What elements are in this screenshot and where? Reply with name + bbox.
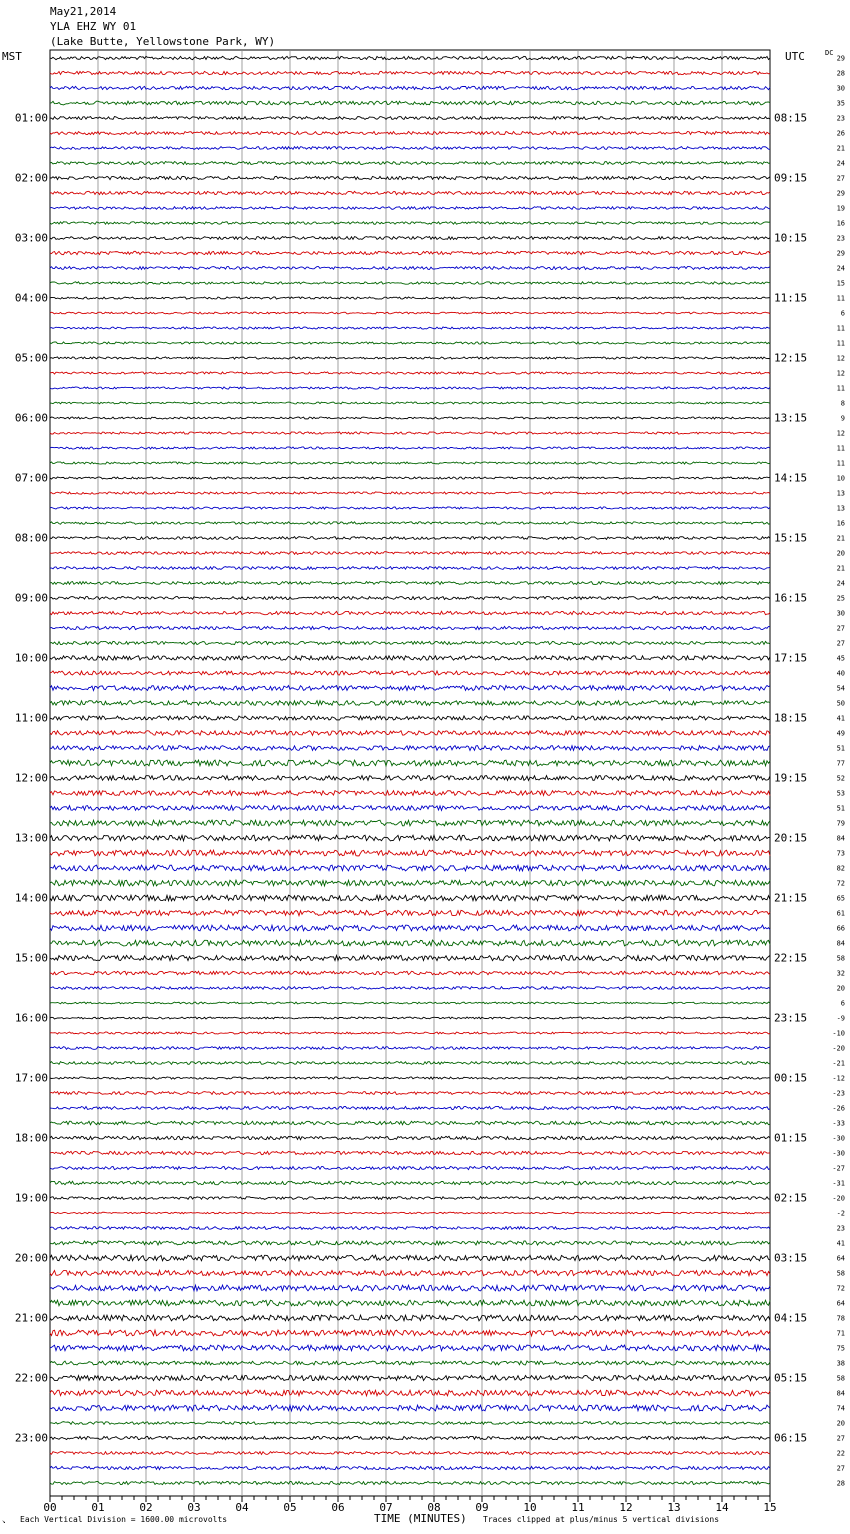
utc-hour-label: 02:15 — [774, 1191, 808, 1205]
dc-offset-value: -20 — [832, 1194, 845, 1203]
trace-line — [50, 895, 770, 901]
trace-line — [50, 656, 770, 660]
dc-offset-value: 28 — [836, 69, 845, 78]
trace-line — [50, 716, 770, 720]
utc-hour-label: 15:15 — [774, 531, 808, 545]
trace-line — [50, 1466, 770, 1469]
dc-offset-value: 32 — [836, 969, 845, 978]
trace-line — [50, 537, 770, 540]
dc-offset-value: 75 — [836, 1344, 845, 1353]
trace-line — [50, 955, 770, 960]
trace-line — [50, 1002, 770, 1004]
dc-offset-value: 51 — [836, 744, 845, 753]
dc-offset-value: 13 — [836, 489, 845, 498]
trace-line — [50, 101, 770, 105]
mst-hour-label: 07:00 — [14, 471, 48, 485]
dc-offset-value: 35 — [836, 99, 845, 108]
trace-line — [50, 760, 770, 766]
trace-line — [50, 1241, 770, 1245]
x-tick-label: 12 — [619, 1501, 633, 1514]
trace-line — [50, 1452, 770, 1455]
utc-hour-label: 01:15 — [774, 1131, 808, 1145]
mst-hour-label: 18:00 — [14, 1131, 48, 1145]
mst-hour-label: 02:00 — [14, 171, 48, 185]
trace-line — [50, 1032, 770, 1034]
scale-note: Each Vertical Division = 1600.00 microvolts — [20, 1515, 228, 1524]
utc-hour-label: 08:15 — [774, 111, 808, 125]
trace-line — [50, 447, 770, 449]
mst-hour-label: 05:00 — [14, 351, 48, 365]
trace-line — [50, 131, 770, 134]
dc-offset-value: 19 — [836, 204, 845, 213]
trace-line — [50, 86, 770, 89]
trace-line — [50, 820, 770, 826]
x-tick-label: 13 — [667, 1501, 681, 1514]
dc-offset-value: 11 — [836, 324, 845, 333]
x-tick-label: 03 — [187, 1501, 201, 1514]
trace-line — [50, 596, 770, 599]
dc-offset-value: 24 — [836, 264, 845, 273]
utc-hour-label: 21:15 — [774, 891, 808, 905]
trace-line — [50, 776, 770, 781]
trace-line — [50, 492, 770, 494]
trace-line — [50, 1181, 770, 1184]
trace-line — [50, 910, 770, 915]
dc-offset-value: 20 — [836, 984, 845, 993]
trace-line — [50, 1436, 770, 1439]
dc-offset-value: 27 — [836, 174, 845, 183]
mst-hour-label: 16:00 — [14, 1011, 48, 1025]
dc-offset-value: 23 — [836, 1224, 845, 1233]
dc-offset-value: 23 — [836, 114, 845, 123]
trace-line — [50, 282, 770, 284]
x-tick-label: 05 — [283, 1501, 297, 1514]
trace-line — [50, 1361, 770, 1365]
trace-line — [50, 641, 770, 644]
trace-line — [50, 312, 770, 314]
dc-offset-value: 11 — [836, 459, 845, 468]
x-tick-label: 04 — [235, 1501, 249, 1514]
trace-line — [50, 1106, 770, 1109]
trace-line — [50, 267, 770, 270]
trace-line — [50, 850, 770, 856]
dc-offset-value: 24 — [836, 579, 845, 588]
trace-line — [50, 432, 770, 434]
dc-offset-value: 27 — [836, 639, 845, 648]
dc-offset-value: 40 — [836, 669, 845, 678]
trace-line — [50, 582, 770, 585]
utc-hour-label: 13:15 — [774, 411, 808, 425]
utc-hour-label: 23:15 — [774, 1011, 808, 1025]
x-tick-label: 15 — [763, 1501, 777, 1514]
dc-offset-value: 9 — [840, 414, 845, 423]
mst-hour-label: 20:00 — [14, 1251, 48, 1265]
trace-line — [50, 1017, 770, 1019]
dc-offset-value: 84 — [836, 834, 845, 843]
utc-hour-label: 04:15 — [774, 1311, 808, 1325]
dc-offset-value: 73 — [836, 849, 845, 858]
trace-line — [50, 357, 770, 359]
dc-offset-value: 13 — [836, 504, 845, 513]
dc-offset-value: 74 — [836, 1404, 845, 1413]
trace-line — [50, 971, 770, 975]
trace-line — [50, 327, 770, 329]
dc-offset-value: 79 — [836, 819, 845, 828]
utc-hour-label: 22:15 — [774, 951, 808, 965]
trace-line — [50, 1405, 770, 1411]
dc-offset-value: 10 — [836, 474, 845, 483]
x-tick-label: 09 — [475, 1501, 489, 1514]
mst-hour-label: 12:00 — [14, 771, 48, 785]
station-code: YLA EHZ WY 01 — [50, 20, 137, 33]
dc-offset-value: 61 — [836, 909, 845, 918]
trace-line — [50, 731, 770, 736]
trace-line — [50, 162, 770, 165]
mst-hour-label: 01:00 — [14, 111, 48, 125]
right-timezone-label: UTC — [785, 50, 805, 63]
trace-line — [50, 1151, 770, 1154]
utc-hour-label: 14:15 — [774, 471, 808, 485]
dc-offset-value: 72 — [836, 879, 845, 888]
trace-line — [50, 806, 770, 811]
mst-hour-label: 11:00 — [14, 711, 48, 725]
mst-hour-label: 06:00 — [14, 411, 48, 425]
dc-offset-value: 45 — [836, 654, 845, 663]
dc-offset-value: -26 — [832, 1104, 845, 1113]
dc-offset-value: 20 — [836, 549, 845, 558]
trace-line — [50, 117, 770, 120]
trace-line — [50, 1390, 770, 1396]
trace-line — [50, 835, 770, 841]
dc-offset-value: 66 — [836, 924, 845, 933]
dc-offset-value: 41 — [836, 714, 845, 723]
trace-line — [50, 791, 770, 796]
dc-offset-value: 20 — [836, 1419, 845, 1428]
mst-hour-label: 08:00 — [14, 531, 48, 545]
dc-offset-value: 6 — [840, 999, 845, 1008]
trace-line — [50, 237, 770, 240]
trace-line — [50, 176, 770, 179]
utc-hour-label: 06:15 — [774, 1431, 808, 1445]
trace-line — [50, 1136, 770, 1139]
trace-line — [50, 56, 770, 59]
dc-offset-value: 27 — [836, 1464, 845, 1473]
mst-hour-label: 03:00 — [14, 231, 48, 245]
dc-offset-value: 77 — [836, 759, 845, 768]
dc-offset-value: 58 — [836, 954, 845, 963]
dc-offset-value: 84 — [836, 1389, 845, 1398]
x-axis-label: TIME (MINUTES) — [374, 1512, 467, 1525]
dc-offset-value: 8 — [840, 399, 845, 408]
x-tick-label: 07 — [379, 1501, 393, 1514]
corner-mark: ↘ — [2, 1518, 6, 1525]
dc-offset-value: -2 — [836, 1209, 845, 1218]
dc-offset-value: 27 — [836, 624, 845, 633]
dc-offset-value: 49 — [836, 729, 845, 738]
dc-offset-value: -30 — [832, 1149, 845, 1158]
dc-offset-value: 28 — [836, 1479, 845, 1488]
mst-hour-label: 15:00 — [14, 951, 48, 965]
dc-offset-value: -20 — [832, 1044, 845, 1053]
mst-hour-label: 10:00 — [14, 651, 48, 665]
dc-offset-value: 16 — [836, 519, 845, 528]
trace-line — [50, 1092, 770, 1095]
trace-line — [50, 1481, 770, 1484]
trace-line — [50, 1270, 770, 1275]
trace-line — [50, 626, 770, 629]
trace-line — [50, 147, 770, 150]
trace-line — [50, 1285, 770, 1291]
dc-offset-value: 12 — [836, 429, 845, 438]
trace-line — [50, 222, 770, 224]
dc-offset-value: 15 — [836, 279, 845, 288]
left-timezone-label: MST — [2, 50, 22, 63]
trace-line — [50, 1345, 770, 1351]
trace-line — [50, 1062, 770, 1065]
chart-date: May21,2014 — [50, 5, 117, 18]
trace-line — [50, 1422, 770, 1425]
trace-line — [50, 1375, 770, 1380]
x-tick-label: 10 — [523, 1501, 537, 1514]
dc-offset-value: 29 — [836, 189, 845, 198]
utc-hour-label: 12:15 — [774, 351, 808, 365]
dc-offset-value: -30 — [832, 1134, 845, 1143]
trace-line — [50, 207, 770, 210]
trace-line — [50, 1315, 770, 1321]
dc-offset-value: 84 — [836, 939, 845, 948]
dc-offset-value: 50 — [836, 699, 845, 708]
trace-line — [50, 507, 770, 509]
mst-hour-label: 09:00 — [14, 591, 48, 605]
utc-hour-label: 11:15 — [774, 291, 808, 305]
dc-offset-value: 27 — [836, 1434, 845, 1443]
trace-line — [50, 746, 770, 751]
dc-offset-value: 51 — [836, 804, 845, 813]
dc-offset-value: 29 — [836, 54, 845, 63]
dc-offset-value: 12 — [836, 369, 845, 378]
mst-hour-label: 21:00 — [14, 1311, 48, 1325]
utc-hour-label: 20:15 — [774, 831, 808, 845]
dc-offset-value: 11 — [836, 294, 845, 303]
mst-hour-label: 19:00 — [14, 1191, 48, 1205]
dc-offset-value: 11 — [836, 339, 845, 348]
dc-offset-value: 64 — [836, 1299, 845, 1308]
dc-offset-value: 72 — [836, 1284, 845, 1293]
trace-line — [50, 1121, 770, 1125]
trace-line — [50, 1227, 770, 1230]
dc-offset-value: -21 — [832, 1059, 845, 1068]
trace-line — [50, 387, 770, 389]
trace-line — [50, 191, 770, 194]
utc-hour-label: 18:15 — [774, 711, 808, 725]
dc-offset-value: 23 — [836, 234, 845, 243]
dc-offset-value: -12 — [832, 1074, 845, 1083]
trace-line — [50, 71, 770, 74]
trace-line — [50, 701, 770, 706]
trace-line — [50, 611, 770, 614]
dc-offset-value: -27 — [832, 1164, 845, 1173]
x-tick-label: 11 — [571, 1501, 585, 1514]
trace-line — [50, 925, 770, 931]
trace-line — [50, 1047, 770, 1050]
dc-offset-value: 30 — [836, 84, 845, 93]
trace-line — [50, 342, 770, 344]
utc-hour-label: 03:15 — [774, 1251, 808, 1265]
dc-offset-value: -23 — [832, 1089, 845, 1098]
clip-note: Traces clipped at plus/minus 5 vertical divisions — [483, 1515, 720, 1524]
trace-line — [50, 1197, 770, 1200]
trace-line — [50, 940, 770, 946]
dc-offset-value: 26 — [836, 129, 845, 138]
x-tick-label: 08 — [427, 1501, 441, 1514]
dc-offset-header: DC — [825, 49, 834, 57]
trace-line — [50, 880, 770, 886]
mst-hour-label: 23:00 — [14, 1431, 48, 1445]
trace-line — [50, 1077, 770, 1079]
dc-offset-value: 64 — [836, 1254, 845, 1263]
dc-offset-value: 24 — [836, 159, 845, 168]
x-tick-label: 06 — [331, 1501, 345, 1514]
trace-line — [50, 552, 770, 555]
utc-hour-label: 19:15 — [774, 771, 808, 785]
x-tick-label: 02 — [139, 1501, 153, 1514]
trace-line — [50, 417, 770, 419]
dc-offset-value: 21 — [836, 144, 845, 153]
trace-line — [50, 865, 770, 871]
utc-hour-label: 05:15 — [774, 1371, 808, 1385]
trace-line — [50, 987, 770, 990]
dc-offset-value: 58 — [836, 1374, 845, 1383]
dc-offset-value: 78 — [836, 1314, 845, 1323]
trace-line — [50, 671, 770, 675]
x-tick-label: 01 — [91, 1501, 105, 1514]
utc-hour-label: 17:15 — [774, 651, 808, 665]
utc-hour-label: 16:15 — [774, 591, 808, 605]
utc-hour-label: 00:15 — [774, 1071, 808, 1085]
dc-offset-value: 54 — [836, 684, 845, 693]
dc-offset-value: 21 — [836, 564, 845, 573]
dc-offset-value: 82 — [836, 864, 845, 873]
trace-line — [50, 567, 770, 570]
dc-offset-value: -9 — [836, 1014, 845, 1023]
dc-offset-value: 58 — [836, 1269, 845, 1278]
x-tick-label: 14 — [715, 1501, 729, 1514]
dc-offset-value: 21 — [836, 534, 845, 543]
mst-hour-label: 04:00 — [14, 291, 48, 305]
trace-line — [50, 522, 770, 524]
dc-offset-value: 6 — [840, 309, 845, 318]
dc-offset-value: 52 — [836, 774, 845, 783]
trace-line — [50, 686, 770, 691]
dc-offset-value: 65 — [836, 894, 845, 903]
mst-hour-label: 17:00 — [14, 1071, 48, 1085]
trace-line — [50, 477, 770, 479]
dc-offset-value: 11 — [836, 384, 845, 393]
dc-offset-value: 11 — [836, 444, 845, 453]
trace-line — [50, 1166, 770, 1169]
dc-offset-value: 29 — [836, 249, 845, 258]
trace-line — [50, 1300, 770, 1306]
mst-hour-label: 13:00 — [14, 831, 48, 845]
trace-line — [50, 1255, 770, 1261]
mst-hour-label: 14:00 — [14, 891, 48, 905]
dc-offset-value: -10 — [832, 1029, 845, 1038]
x-tick-label: 00 — [43, 1501, 57, 1514]
dc-offset-value: -33 — [832, 1119, 845, 1128]
dc-offset-value: 41 — [836, 1239, 845, 1248]
dc-offset-value: 30 — [836, 609, 845, 618]
trace-line — [50, 251, 770, 254]
dc-offset-value: 16 — [836, 219, 845, 228]
trace-line — [50, 462, 770, 464]
trace-line — [50, 372, 770, 374]
trace-line — [50, 402, 770, 404]
mst-hour-label: 22:00 — [14, 1371, 48, 1385]
dc-offset-value: 71 — [836, 1329, 845, 1338]
dc-offset-value: 53 — [836, 789, 845, 798]
trace-line — [50, 297, 770, 299]
dc-offset-value: 25 — [836, 594, 845, 603]
dc-offset-value: 22 — [836, 1449, 845, 1458]
station-location: (Lake Butte, Yellowstone Park, WY) — [50, 35, 276, 48]
dc-offset-value: 12 — [836, 354, 845, 363]
dc-offset-value: 38 — [836, 1359, 845, 1368]
utc-hour-label: 09:15 — [774, 171, 808, 185]
dc-offset-value: -31 — [832, 1179, 845, 1188]
trace-line — [50, 1330, 770, 1336]
trace-line — [50, 1212, 770, 1214]
utc-hour-label: 10:15 — [774, 231, 808, 245]
